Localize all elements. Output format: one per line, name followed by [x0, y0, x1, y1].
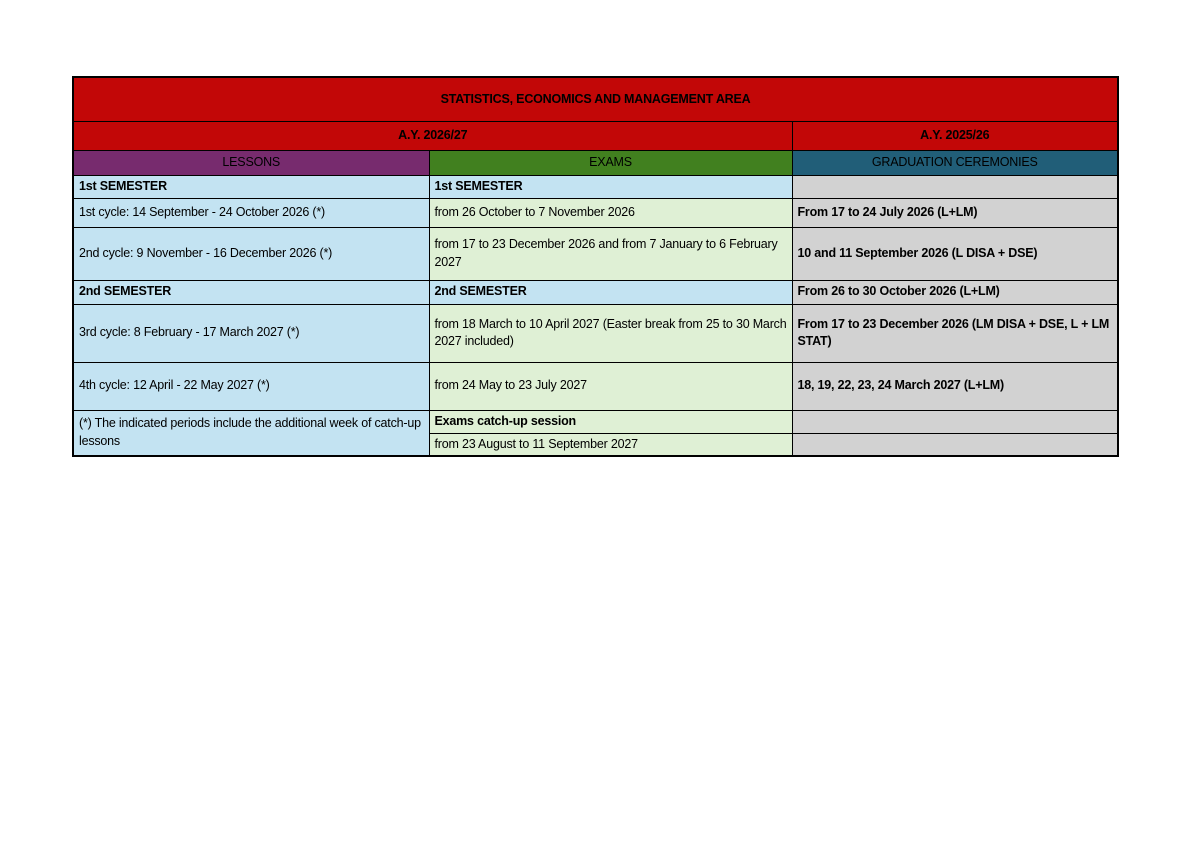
year-header-row — [73, 122, 1118, 151]
cell-graduation-december-2026: From 17 to 23 December 2026 (LM DISA + DSE, L + LM STAT) — [792, 304, 1118, 362]
cell-graduation-empty-1 — [792, 176, 1118, 199]
cell-exams-catchup-dates: from 23 August to 11 September 2027 — [429, 433, 792, 456]
column-header-exams: EXAMS — [429, 151, 792, 176]
cell-exams-semester-1: 1st SEMESTER — [429, 176, 792, 199]
cell-exams-cycle-3: from 18 March to 10 April 2027 (Easter break from 25 to 30 March 2027 included) — [429, 304, 792, 362]
cell-lessons-semester-2: 2nd SEMESTER — [73, 280, 429, 304]
cell-lessons-footnote: (*) The indicated periods include the additional week of catch-up lessons — [73, 410, 429, 456]
cell-lessons-cycle-4: 4th cycle: 12 April - 22 May 2027 (*) — [73, 362, 429, 410]
cell-lessons-semester-1: 1st SEMESTER — [73, 176, 429, 199]
cell-graduation-empty-3 — [792, 433, 1118, 456]
cell-lessons-cycle-1: 1st cycle: 14 September - 24 October 2026 (*) — [73, 198, 429, 227]
title-row — [73, 77, 1118, 122]
academic-calendar — [72, 76, 1117, 457]
row-cycle-4 — [73, 362, 1118, 410]
academic-calendar-table — [72, 76, 1119, 457]
cell-graduation-empty-2 — [792, 410, 1118, 433]
column-header-graduation: GRADUATION CEREMONIES — [792, 151, 1118, 176]
row-cycle-3 — [73, 304, 1118, 362]
row-semester-1 — [73, 176, 1118, 199]
column-header-row — [73, 151, 1118, 176]
year-header-2026-27: A.Y. 2026/27 — [73, 122, 792, 151]
row-cycle-2 — [73, 227, 1118, 280]
cell-exams-catchup-title: Exams catch-up session — [429, 410, 792, 433]
row-semester-2 — [73, 280, 1118, 304]
cell-graduation-october-2026: From 26 to 30 October 2026 (L+LM) — [792, 280, 1118, 304]
cell-exams-semester-2: 2nd SEMESTER — [429, 280, 792, 304]
cell-lessons-cycle-3: 3rd cycle: 8 February - 17 March 2027 (*) — [73, 304, 429, 362]
column-header-lessons: LESSONS — [73, 151, 429, 176]
cell-exams-cycle-2: from 17 to 23 December 2026 and from 7 January to 6 February 2027 — [429, 227, 792, 280]
page-title: STATISTICS, ECONOMICS AND MANAGEMENT AREA — [73, 77, 1118, 122]
cell-graduation-september-2026: 10 and 11 September 2026 (L DISA + DSE) — [792, 227, 1118, 280]
row-catchup-title — [73, 410, 1118, 433]
cell-exams-cycle-1: from 26 October to 7 November 2026 — [429, 198, 792, 227]
cell-lessons-cycle-2: 2nd cycle: 9 November - 16 December 2026 (*) — [73, 227, 429, 280]
cell-graduation-july-2026: From 17 to 24 July 2026 (L+LM) — [792, 198, 1118, 227]
year-header-2025-26: A.Y. 2025/26 — [792, 122, 1118, 151]
row-cycle-1 — [73, 198, 1118, 227]
cell-graduation-march-2027: 18, 19, 22, 23, 24 March 2027 (L+LM) — [792, 362, 1118, 410]
cell-exams-cycle-4: from 24 May to 23 July 2027 — [429, 362, 792, 410]
